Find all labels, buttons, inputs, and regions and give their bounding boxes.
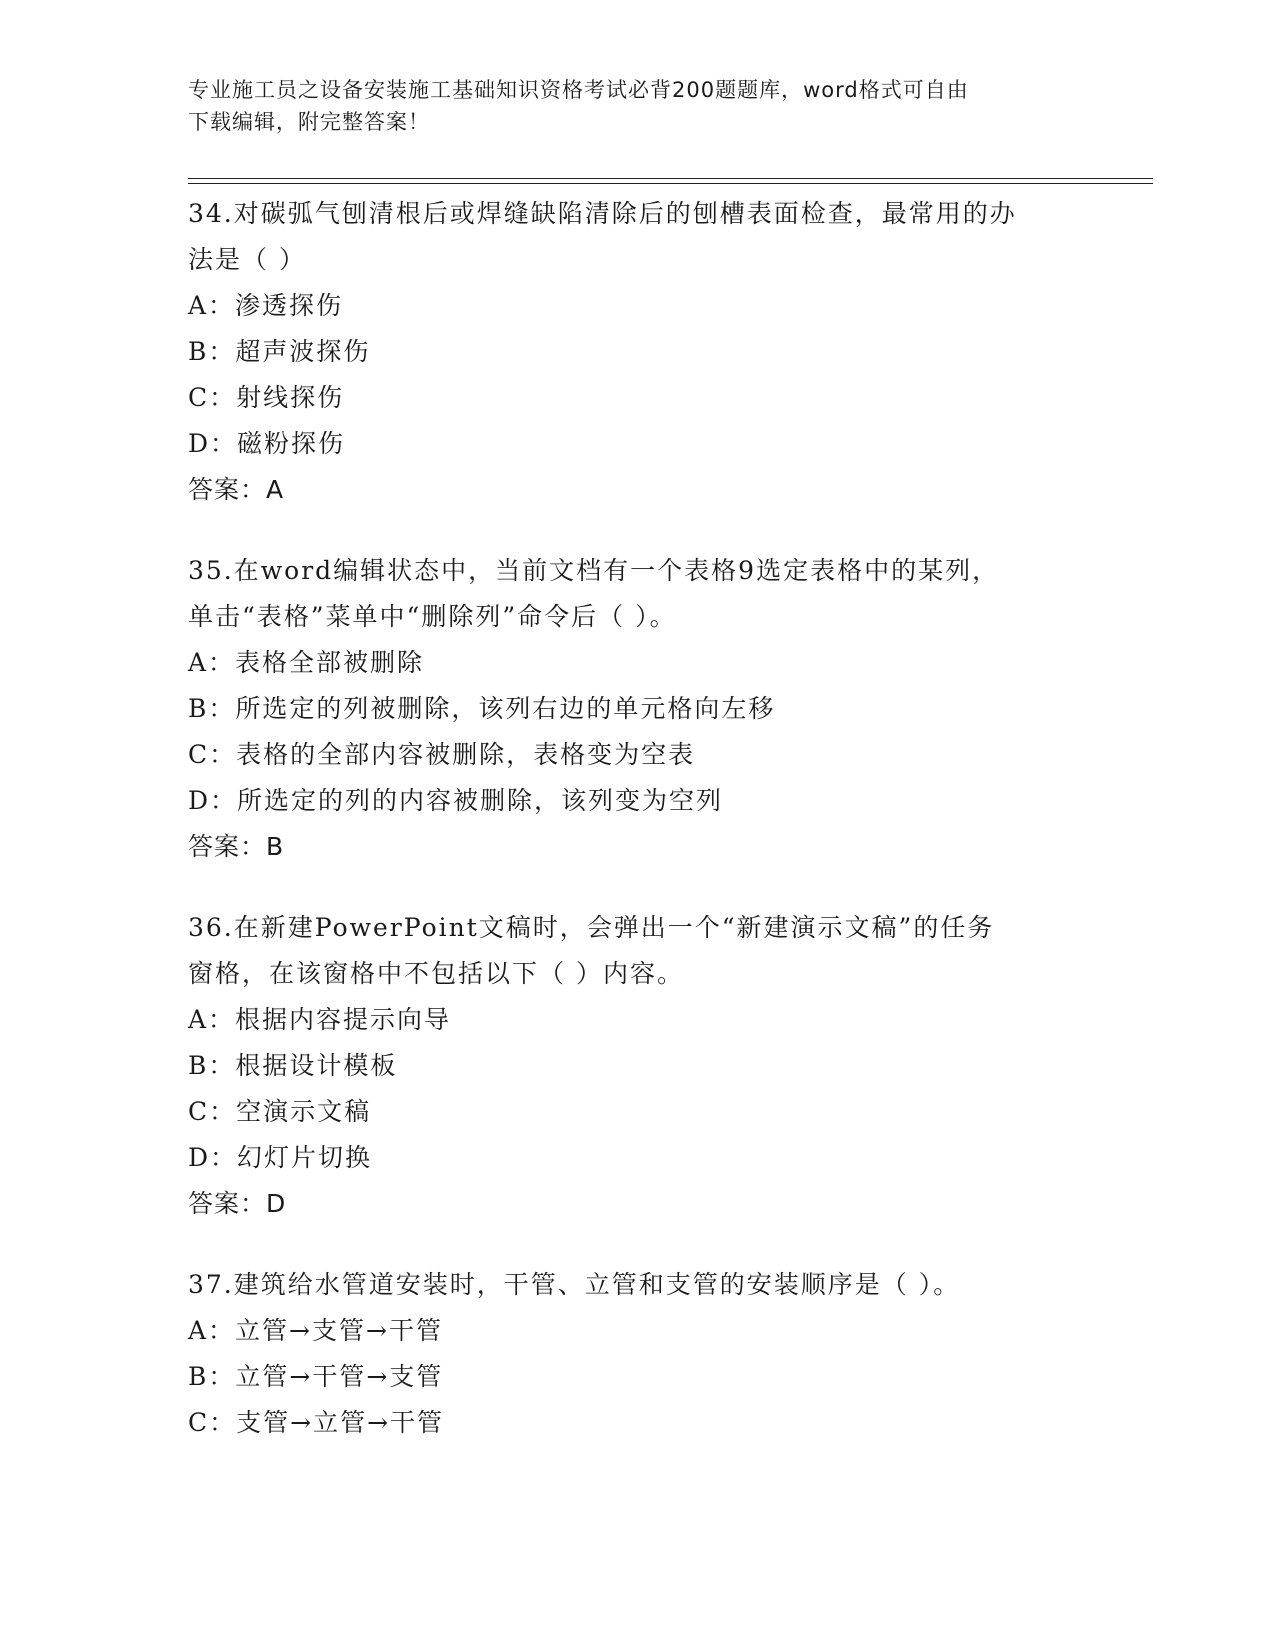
option-c: C：空演示文稿 bbox=[188, 1097, 372, 1126]
question-stem-continued: 单击“表格”菜单中“删除列”命令后（ ）。 bbox=[188, 602, 677, 631]
question-stem: 36.在新建PowerPoint文稿时，会弹出一个“新建演示文稿”的任务 bbox=[188, 913, 995, 942]
header-divider-bottom bbox=[188, 183, 1153, 184]
answer: 答案：B bbox=[188, 832, 285, 861]
option-b: B：根据设计模板 bbox=[188, 1051, 398, 1080]
option-d: D：磁粉探伤 bbox=[188, 429, 346, 458]
option-d: D：所选定的列的内容被删除，该列变为空列 bbox=[188, 786, 724, 815]
question-36 bbox=[188, 905, 1088, 1227]
option-b: B：立管→干管→支管 bbox=[188, 1362, 444, 1391]
option-c: C：表格的全部内容被删除，表格变为空表 bbox=[188, 740, 696, 769]
option-a: A：渗透探伤 bbox=[188, 291, 344, 320]
answer: 答案：D bbox=[188, 1189, 287, 1218]
answer: 答案：A bbox=[188, 475, 285, 504]
option-b: B：所选定的列被删除，该列右边的单元格向左移 bbox=[188, 694, 776, 723]
question-stem: 37.建筑给水管道安装时，干管、立管和支管的安装顺序是（ ）。 bbox=[188, 1270, 961, 1299]
option-d: D：幻灯片切换 bbox=[188, 1143, 373, 1172]
option-c: C：射线探伤 bbox=[188, 383, 345, 412]
question-35 bbox=[188, 548, 1088, 870]
option-a: A：根据内容提示向导 bbox=[188, 1005, 452, 1034]
document-header bbox=[188, 74, 1088, 138]
option-c: C：支管→立管→干管 bbox=[188, 1408, 445, 1437]
question-stem: 34.对碳弧气刨清根后或焊缝缺陷清除后的刨槽表面检查，最常用的办 bbox=[188, 199, 1017, 228]
header-line-2: 下载编辑，附完整答案！ bbox=[188, 110, 430, 134]
question-stem: 35.在word编辑状态中，当前文档有一个表格9选定表格中的某列， bbox=[188, 556, 1000, 585]
question-34 bbox=[188, 191, 1088, 513]
header-divider-top bbox=[188, 178, 1153, 179]
option-a: A：表格全部被删除 bbox=[188, 648, 425, 677]
question-stem-continued: 窗格，在该窗格中不包括以下（ ）内容。 bbox=[188, 959, 684, 988]
question-list bbox=[188, 191, 1088, 1481]
option-a: A：立管→支管→干管 bbox=[188, 1316, 443, 1345]
question-stem-continued: 法是（ ） bbox=[188, 245, 306, 274]
header-line-1: 专业施工员之设备安装施工基础知识资格考试必背200题题库，word格式可自由 bbox=[188, 78, 969, 102]
option-b: B：超声波探伤 bbox=[188, 337, 371, 366]
question-37 bbox=[188, 1262, 1088, 1446]
